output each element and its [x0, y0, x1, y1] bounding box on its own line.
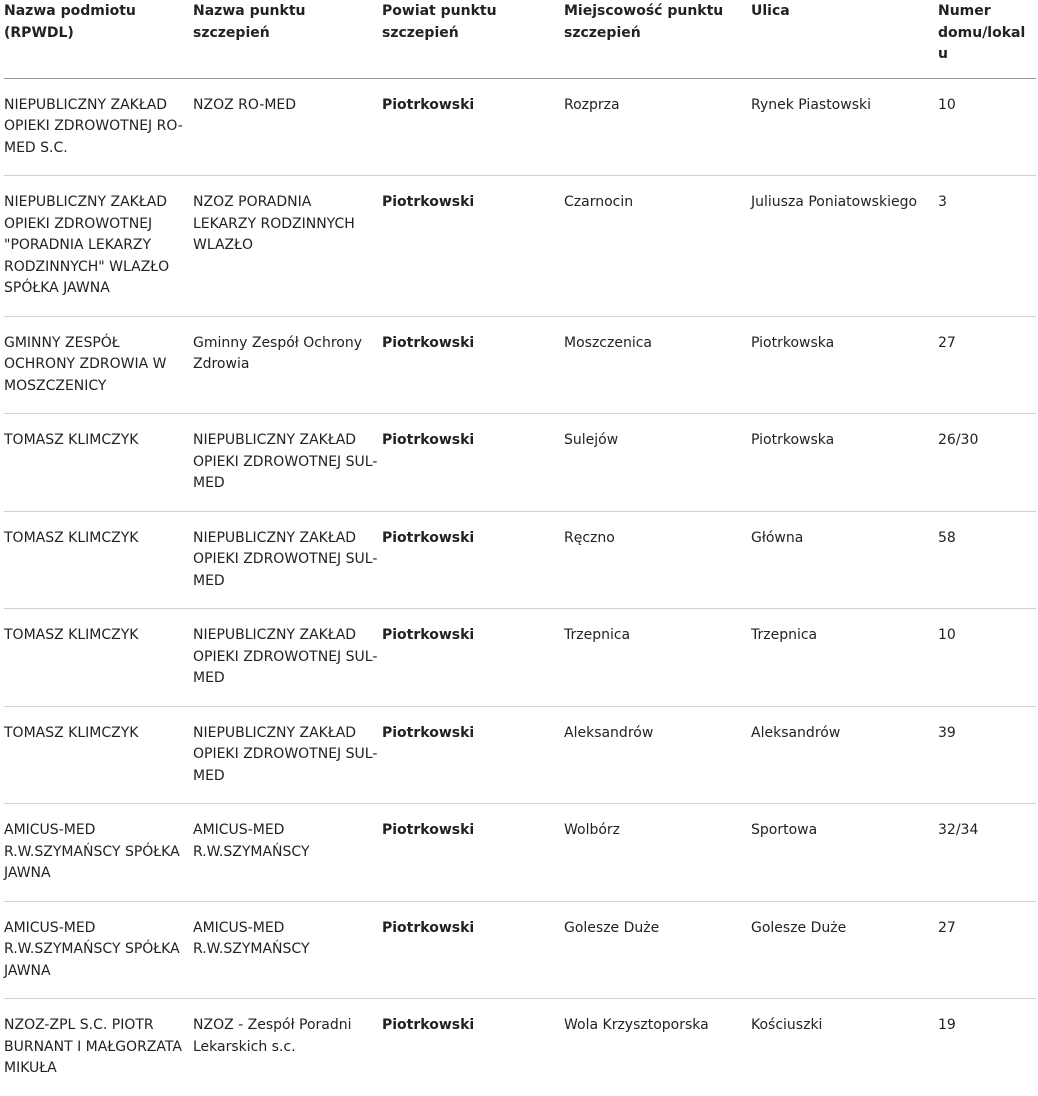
cell-street: Piotrkowska	[751, 414, 938, 512]
cell-house-number: 27	[938, 316, 1036, 414]
table-row	[4, 999, 1036, 1096]
cell-house-number: 3	[938, 176, 1036, 317]
table-row	[4, 176, 1036, 317]
header-street: Ulica	[751, 0, 938, 78]
cell-house-number: 58	[938, 511, 1036, 609]
cell-point-name: NZOZ - Zespół Poradni Lekarskich s.c.	[193, 1017, 352, 1055]
cell-house-number: 26/30	[938, 414, 1036, 512]
cell-town: Sulejów	[564, 414, 751, 512]
table-header	[4, 0, 1036, 78]
cell-point-name: NIEPUBLICZNY ZAKŁAD OPIEKI ZDROWOTNEJ SUL-MED	[193, 609, 382, 707]
cell-entity-name: NZOZ-ZPL S.C. PIOTR BURNANT I MAŁGORZATA MIKUŁA	[4, 1017, 182, 1076]
table-row	[4, 414, 1036, 512]
cell-town: Wola Krzysztoporska	[564, 1017, 709, 1033]
header-town: Miejscowość punktu szczepień	[564, 0, 751, 78]
cell-county: Piotrkowski	[382, 511, 564, 609]
cell-town: Trzepnica	[564, 609, 751, 707]
cell-town: Golesze Duże	[564, 901, 751, 999]
cell-town: Rozprza	[564, 78, 751, 176]
cell-town: Aleksandrów	[564, 706, 751, 804]
header-county: Powiat punktu szczepień	[382, 0, 564, 78]
cell-entity-name: NIEPUBLICZNY ZAKŁAD OPIEKI ZDROWOTNEJ RO-MED S.C.	[4, 78, 193, 176]
cell-street: Piotrkowska	[751, 316, 938, 414]
cell-street: Trzepnica	[751, 609, 938, 707]
cell-county: Piotrkowski	[382, 414, 564, 512]
cell-entity-name: TOMASZ KLIMCZYK	[4, 414, 193, 512]
table-row	[4, 804, 1036, 902]
cell-entity-name: AMICUS-MED R.W.SZYMAŃSCY SPÓŁKA JAWNA	[4, 804, 193, 902]
cell-street: Rynek Piastowski	[751, 78, 938, 176]
cell-county: Piotrkowski	[382, 706, 564, 804]
cell-street: Kościuszki	[751, 1017, 823, 1033]
table-row	[4, 901, 1036, 999]
cell-town: Moszczenica	[564, 316, 751, 414]
cell-county: Piotrkowski	[382, 609, 564, 707]
header-entity-name: Nazwa podmiotu (RPWDL)	[4, 0, 193, 78]
table-row	[4, 511, 1036, 609]
cell-town: Wolbórz	[564, 804, 751, 902]
cell-point-name: NIEPUBLICZNY ZAKŁAD OPIEKI ZDROWOTNEJ SUL-MED	[193, 414, 382, 512]
cell-point-name: NZOZ RO-MED	[193, 78, 382, 176]
table-row	[4, 609, 1036, 707]
cell-street: Golesze Duże	[751, 901, 938, 999]
cell-county: Piotrkowski	[382, 1017, 475, 1033]
cell-entity-name: TOMASZ KLIMCZYK	[4, 511, 193, 609]
header-row	[4, 0, 1036, 78]
cell-county: Piotrkowski	[382, 316, 564, 414]
vaccination-points-table	[4, 0, 1036, 1096]
cell-point-name: AMICUS-MED R.W.SZYMAŃSCY	[193, 804, 382, 902]
cell-street: Sportowa	[751, 804, 938, 902]
cell-point-name: NIEPUBLICZNY ZAKŁAD OPIEKI ZDROWOTNEJ SUL-MED	[193, 706, 382, 804]
cell-county: Piotrkowski	[382, 78, 564, 176]
cell-entity-name: TOMASZ KLIMCZYK	[4, 609, 193, 707]
cell-house-number: 19	[938, 1017, 956, 1033]
cell-county: Piotrkowski	[382, 804, 564, 902]
header-point-name: Nazwa punktu szczepień	[193, 0, 382, 78]
table-row	[4, 706, 1036, 804]
cell-town: Ręczno	[564, 511, 751, 609]
cell-house-number: 10	[938, 609, 1036, 707]
cell-entity-name: NIEPUBLICZNY ZAKŁAD OPIEKI ZDROWOTNEJ "PORADNIA LEKARZY RODZINNYCH" WLAZŁO SPÓŁKA JAWNA	[4, 176, 193, 317]
cell-county: Piotrkowski	[382, 901, 564, 999]
cell-house-number: 10	[938, 78, 1036, 176]
cell-street: Juliusza Poniatowskiego	[751, 176, 938, 317]
cell-street: Aleksandrów	[751, 706, 938, 804]
table-row	[4, 78, 1036, 176]
cell-point-name: AMICUS-MED R.W.SZYMAŃSCY	[193, 901, 382, 999]
table-body	[4, 78, 1036, 1096]
cell-point-name: NZOZ PORADNIA LEKARZY RODZINNYCH WLAZŁO	[193, 176, 382, 317]
header-house-number: Numer domu/lokalu	[938, 0, 1036, 78]
cell-point-name: Gminny Zespół Ochrony Zdrowia	[193, 316, 382, 414]
cell-entity-name: TOMASZ KLIMCZYK	[4, 706, 193, 804]
cell-point-name: NIEPUBLICZNY ZAKŁAD OPIEKI ZDROWOTNEJ SUL-MED	[193, 511, 382, 609]
cell-county: Piotrkowski	[382, 176, 564, 317]
cell-house-number: 32/34	[938, 804, 1036, 902]
cell-house-number: 39	[938, 706, 1036, 804]
cell-street: Główna	[751, 511, 938, 609]
table-row	[4, 316, 1036, 414]
cell-entity-name: AMICUS-MED R.W.SZYMAŃSCY SPÓŁKA JAWNA	[4, 901, 193, 999]
cell-town: Czarnocin	[564, 176, 751, 317]
cell-entity-name: GMINNY ZESPÓŁ OCHRONY ZDROWIA W MOSZCZENICY	[4, 316, 193, 414]
cell-house-number: 27	[938, 901, 1036, 999]
